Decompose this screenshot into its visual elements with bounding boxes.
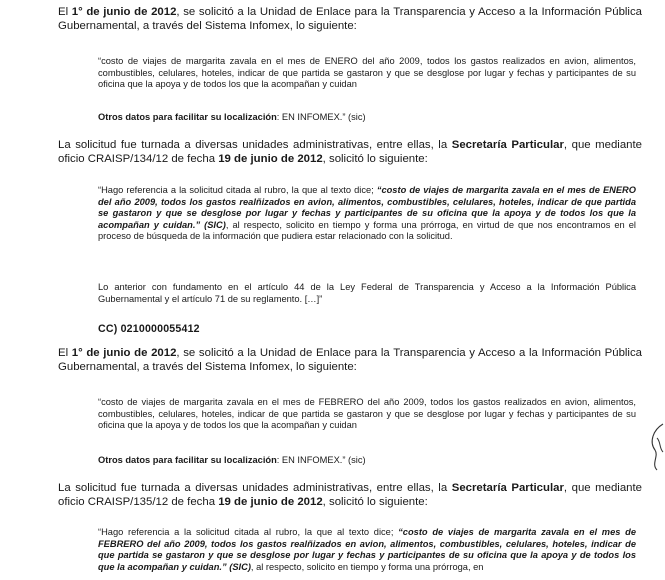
turn-paragraph-2: La solicitud fue turnada a diversas unidades administrativas, entre ellas, la Secretaría Particular, que mediante oficio CRAISP/135/12 de fecha 19 de junio de 2012, solicitó lo siguiente: bbox=[58, 482, 643, 508]
other-data-line-2: Otros datos para facilitar su localización: EN INFOMEX.” (sic) bbox=[98, 455, 366, 465]
response-quote-2: “Hago referencia a la solicitud citada al rubro, la que al texto dice; “costo de viajes de margarita zavala en el mes de FEBRERO del año 2009, todos los gastos realñizados en avion, alimentos, combustibles, celulares, hoteles, indicar de que partida se gastaron y que se desglose por lugar y fechas y participantes de su oficina que la apoya y de todos los que la acompañan y cuidan.” (SIC), al respecto, solicito en tiempo y forma una prórroga, en bbox=[98, 527, 636, 572]
request-quote-2: “costo de viajes de margarita zavala en el mes de FEBRERO del año 2009, todos los gastos realizados en avion, alimentos, combustibles, celulares, hoteles, indicar de que partida se gastaron y que se desglose por lugar y fechas y participantes de su oficina que la apoya y de todos los que la acompañan y cuidan bbox=[98, 397, 636, 431]
other-data-line-1: Otros datos para facilitar su localización: EN INFOMEX.” (sic) bbox=[98, 112, 366, 122]
turn-paragraph-1: La solicitud fue turnada a diversas unidades administrativas, entre ellas, la Secretaría Particular, que mediante oficio CRAISP/134/12 de fecha 19 de junio de 2012, solicitó lo siguiente: bbox=[58, 139, 643, 165]
request-paragraph-2: El 1° de junio de 2012, se solicitó a la Unidad de Enlace para la Transparencia y Acceso a la Información Pública Gubernamental, a través del Sistema Infomex, lo siguiente: bbox=[58, 347, 642, 373]
request-paragraph-1: El 1° de junio de 2012, se solicitó a la Unidad de Enlace para la Transparencia y Acceso a la Información Pública Gubernamental, a través del Sistema Infomex, lo siguiente: bbox=[58, 6, 642, 32]
response-quote-1: “Hago referencia a la solicitud citada al rubro, la que al texto dice; “costo de viajes de margarita zavala en el mes de ENERO del año 2009, todos los gastos realñizados en avion, alimentos, combustibles, celulares, hoteles, indicar de que partida se gastaron y que se desglose por lugar y fechas y participantes de su oficina que la apoya y de todos los que la acompañan y cuidan.” (SIC), al respecto, solicito en tiempo y forma una prórroga, en virtud de que nos encontramos en el proceso de búsqueda de la información que pudiera estar relacionado con la solicitud. bbox=[98, 185, 637, 242]
case-number-heading: CC) 0210000055412 bbox=[98, 323, 200, 335]
request-quote-1: “costo de viajes de margarita zavala en el mes de ENERO del año 2009, todos los gastos realizados en avion, alimentos, combustibles, celulares, hoteles, indicar de que partida se gastaron y que se desglose por lugar y fechas y participantes de su oficina que la apoya y de todos los que la acompañan y cuidan bbox=[98, 56, 636, 90]
legal-basis-quote: Lo anterior con fundamento en el artículo 44 de la Ley Federal de Transparencia y Acceso a la Información Pública Gubernamental y el artículo 71 de su reglamento. […]” bbox=[98, 282, 636, 304]
signature-mark bbox=[645, 420, 665, 475]
